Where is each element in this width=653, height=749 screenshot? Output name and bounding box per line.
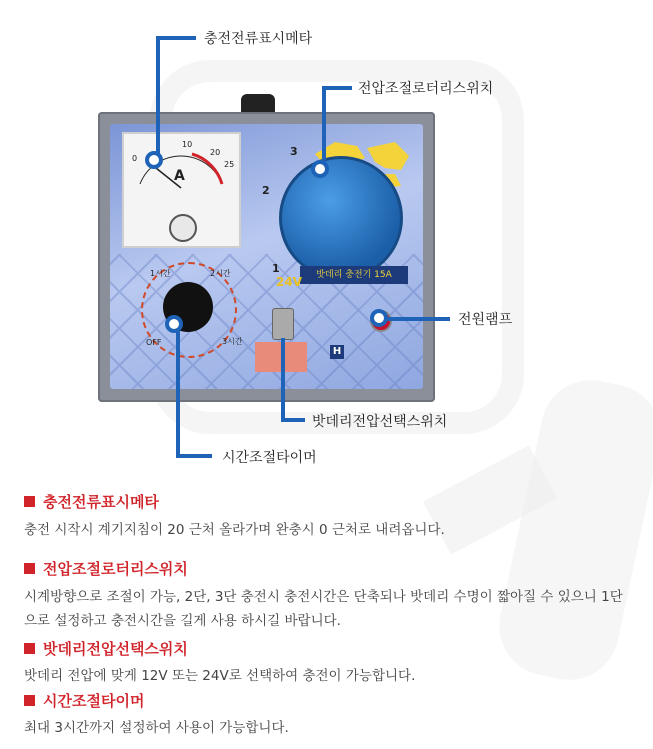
callout-line: [156, 36, 160, 160]
callout-label-meter: 충전전류표시메타: [204, 31, 313, 47]
callout-dot: [165, 315, 183, 333]
bullet-square-icon: [24, 643, 35, 654]
section-heading: 전압조절로터리스위치: [24, 558, 188, 579]
section-heading: 시간조절타이머: [24, 690, 144, 711]
rotary-position-label: 1: [272, 262, 280, 275]
callout-dot: [145, 151, 163, 169]
meter-tick-label: 25: [224, 160, 235, 169]
meter-tick-label: 10: [182, 140, 193, 149]
callout-dot: [311, 160, 329, 178]
timer-label: 3시간: [222, 337, 243, 346]
callout-line: [281, 418, 305, 422]
section-heading: 충전전류표시메타: [24, 491, 159, 512]
voltage-rotary-switch: [279, 156, 403, 280]
timer-label: 2시간: [210, 269, 231, 278]
rotary-position-label: 2: [262, 184, 270, 197]
callout-label-rotary: 전압조절로터리스위치: [358, 81, 494, 97]
section-body: 시계방향으로 조절이 가능, 2단, 3단 충전시 충전시간은 단축되나 밧데리 수명이 짧아질 수 있으니 1단으로 설정하고 충전시간을 길게 사용 하시길 바랍니다.: [24, 589, 623, 629]
section-body: 최대 3시간까지 설정하여 사용이 가능합니다.: [24, 720, 289, 736]
voltage-label: 24V: [276, 275, 302, 289]
meter-adjust-knob: [169, 214, 197, 242]
voltage-toggle-switch: [272, 308, 294, 340]
meter-tick-label: 0: [132, 154, 138, 163]
bullet-square-icon: [24, 695, 35, 706]
section-body: 충전 시작시 계기지침이 20 근처 올라가며 완충시 0 근처로 내려옵니다.: [24, 522, 445, 538]
current-meter: [122, 132, 241, 248]
callout-line: [322, 86, 326, 168]
rotary-position-label: 3: [290, 145, 298, 158]
bullet-square-icon: [24, 563, 35, 574]
callout-label-lamp: 전원램프: [458, 312, 513, 328]
callout-line: [322, 86, 352, 90]
callout-dot: [370, 309, 388, 327]
section-body: 밧데리 전압에 맞게 12V 또는 24V로 선택하여 충전이 가능합니다.: [24, 668, 416, 684]
brand-plate: 밧데리 충전기 15A: [300, 266, 408, 284]
callout-line: [384, 317, 450, 321]
section-heading: 밧데리전압선택스위치: [24, 638, 188, 659]
callout-line: [176, 454, 212, 458]
callout-line: [176, 326, 180, 458]
callout-label-voltage-switch: 밧데리전압선택스위치: [312, 414, 448, 430]
meter-unit: A: [174, 168, 185, 184]
meter-tick-label: 20: [210, 148, 221, 157]
logo: H: [330, 345, 344, 359]
callout-line: [156, 36, 196, 40]
callout-line: [281, 338, 285, 422]
timer-label: 1시간: [150, 269, 171, 278]
timer-label: OFF: [146, 338, 162, 347]
bullet-square-icon: [24, 496, 35, 507]
callout-label-timer: 시간조절타이머: [222, 450, 317, 466]
